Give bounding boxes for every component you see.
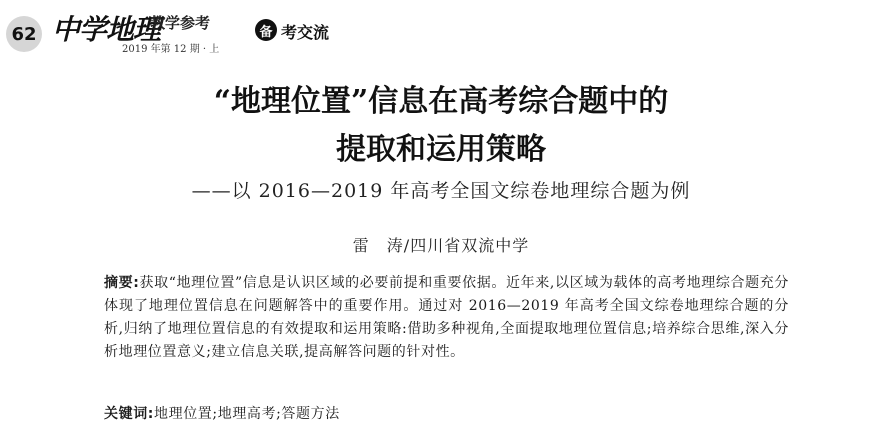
abstract	[104, 272, 789, 364]
column-name: 考交流	[281, 23, 330, 42]
abstract-text: 获取“地理位置”信息是认识区域的必要前提和重要依据。近年来,以区域为载体的高考地理综合题充分体现了地理位置信息在问题解答中的重要作用。通过对 2016—2019 年高考全国文综卷地理综合题的分析,归纳了地理位置信息的有效提取和运用策略:借助多种视角,全面提取地理位置信息;培养综合思维,深入分析地理位置意义;建立信息关联,提高解答问题的针对性。	[104, 275, 789, 360]
keywords-label: 关键词:	[104, 406, 154, 422]
journal-logo: 中学地理	[52, 13, 161, 46]
article-subtitle: ——以 2016—2019 年高考全国文综卷地理综合题为例	[191, 180, 691, 202]
keywords-text: 地理位置;地理高考;答题方法	[154, 406, 340, 422]
author-affiliation: 雷 涛/四川省双流中学	[352, 236, 530, 255]
page-number: 62	[6, 16, 42, 52]
article-title-line-1: “地理位置”信息在高考综合题中的	[213, 84, 669, 119]
keywords	[104, 403, 789, 425]
journal-subtitle: 教学参考	[150, 14, 211, 32]
issue-info: 2019 年第 12 期 · 上	[122, 44, 220, 55]
article-title-line-2: 提取和运用策略	[336, 132, 546, 167]
page-header	[0, 0, 882, 60]
abstract-label: 摘要:	[104, 275, 140, 291]
column-badge-icon: 备	[255, 19, 277, 41]
